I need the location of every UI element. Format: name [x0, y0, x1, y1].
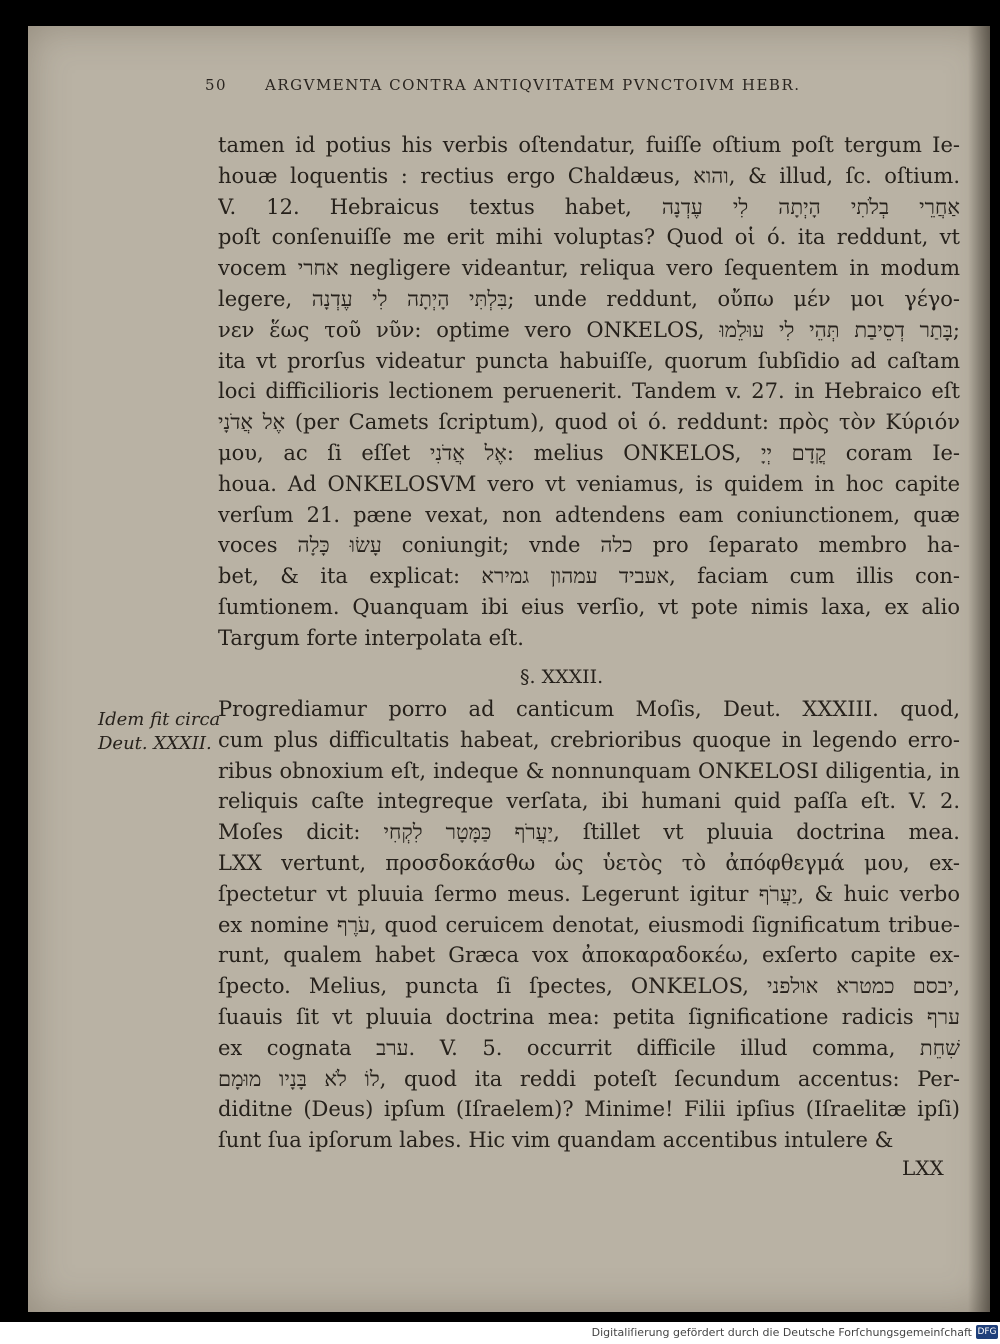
margin-note-line: Idem fit circa: [98, 709, 221, 730]
text-line: אֶל אֲדֹנָי (per Camets ſcriptum), quod οἱ ό. reddunt: πρὸς τὸν Κύριόν: [218, 410, 960, 435]
text-line: loci difficilioris lectionem peruenerit. Tandem v. 27. in Hebraico eſt: [218, 379, 960, 404]
text-line: לוֹ לֹא בָּנָיו מוּמָם, quod ita reddi poteſt ſecundum accentus: Per-: [218, 1066, 960, 1091]
running-header: [205, 76, 885, 94]
catchword: LXX: [902, 1156, 944, 1180]
text-line: Progrediamur porro ad canticum Moſis, Deut. XXXIII. quod,: [218, 697, 960, 721]
text-line: ſumtionem. Quanquam ibi eius verſio, vt pote nimis laxa, ex alio: [218, 594, 960, 619]
footer-credit: Digitaliſierung gefördert durch die Deutsche Forſchungsgemeinſchaft: [591, 1326, 972, 1339]
running-title: ARGVMENTA CONTRA ANTIQVITATEM PVNCTOIVM HEBR.: [265, 76, 801, 94]
text-line: poſt conſenuiſſe me erit mihi voluptas? Quod οἱ ό. ita reddunt, vt: [218, 225, 960, 250]
text-line: LXX vertunt, προσδοκάσθω ὡς ὑετὸς τὸ ἀπόφθεγμά μου, ex-: [218, 850, 960, 875]
text-line: cum plus difficultatis habeat, crebrioribus quoque in legendo erro-: [218, 727, 960, 752]
page-edge-shadow: [968, 26, 990, 1312]
text-line: μου, ac ſi eſſet אֶל אֲדֹנִי: melius ONKELOS, קֳדָם יְיָ coram Ie-: [218, 440, 960, 465]
text-line: V. 12. Hebraicus textus habet, אַחֲרֵי בְלֹתִי הָיְתָה לִי עֶדְנָה: [218, 194, 960, 219]
text-line: ſuauis ſit vt pluuia doctrina mea: petita ſignificatione radicis ערף: [218, 1004, 960, 1029]
text-line: houæ loquentis : rectius ergo Chaldæus, והוא, & illud, ſc. oſtium.: [218, 163, 960, 188]
text-line: ex cognata ערב. V. 5. occurrit difficile illud comma, שִׁחֵת: [218, 1035, 960, 1060]
section-title: §. XXXII.: [520, 666, 604, 688]
paragraph-2: [218, 694, 960, 1156]
text-line: houa. Ad ONKELOSVM vero vt veniamus, is quidem in hoc capite: [218, 471, 960, 496]
text-line: Targum forte interpolata eſt.: [218, 625, 524, 650]
text-line: ſpectetur vt pluuia ſermo meus. Legerunt igitur יַעֲרֹף, & huic verbo: [218, 881, 960, 906]
page-number: 50: [205, 76, 228, 94]
dfg-logo: DFG: [977, 1327, 997, 1337]
text-line: ſpecto. Melius, puncta ſi ſpectes, ONKELOS, יבסם כמטרא אולפני,: [218, 974, 960, 999]
text-line: νεν ἕως τοῦ νῦν: optime vero ONKELOS, בָּתַר דְסֵיבַת תְּהֵי לִי עוּלֵמוּ;: [218, 317, 960, 342]
margin-note: [98, 708, 220, 756]
text-line: Moſes dicit: יַעֲרֹף כַּמָּטָר לִקְחִי, ſtillet vt pluuia doctrina mea.: [218, 820, 960, 845]
text-line: legere, בִּלְתִּי הָיְתָה לִי עֶדְנָה; unde reddunt, οὔπω μέν μοι γέγο-: [218, 286, 960, 311]
text-line: ex nomine עֹרֶף, quod ceruicem denotat, eiusmodi ſignificatum tribue-: [218, 912, 960, 937]
text-line: bet, & ita explicat: אעביד עמהון גמירא, faciam cum illis con-: [218, 564, 960, 589]
text-line: ribus obnoxium eſt, indeque & nonnunquam ONKELOSI diligentia, in: [218, 758, 960, 783]
text-line: diditne (Deus) ipſum (Iſraelem)? Minime! Filii ipſius (Iſraelitæ ipſi): [218, 1097, 960, 1122]
margin-note-line: Deut. XXXII.: [98, 733, 212, 754]
text-line: verſum 21. pæne vexat, non adtendens eam coniunctionem, quæ: [218, 502, 960, 527]
text-line: reliquis caſte integreque verſata, ibi humani quid paſſa eſt. V. 2.: [218, 789, 960, 814]
text-line: ita vt prorſus videatur puncta habuiſſe, quorum ſubſidio ad caſtam: [218, 348, 960, 373]
text-line: voces עָשׂוּ כָּלָה coniungit; vnde כלה pro ſeparato membro ha-: [218, 533, 960, 558]
text-line: tamen id potius his verbis oſtendatur, fuiſſe oſtium poſt tergum Ie-: [218, 133, 960, 157]
paragraph-1: [218, 130, 960, 654]
text-line: ſunt ſua ipſorum labes. Hic vim quandam accentibus intulere &: [218, 1128, 894, 1153]
footer-bar: [0, 1322, 1000, 1344]
text-line: runt, qualem habet Græca vox ἀποκαραδοκέω, exſerto capite ex-: [218, 943, 960, 968]
text-line: vocem אחרי negligere videantur, reliqua vero ſequentem in modum: [218, 256, 960, 281]
